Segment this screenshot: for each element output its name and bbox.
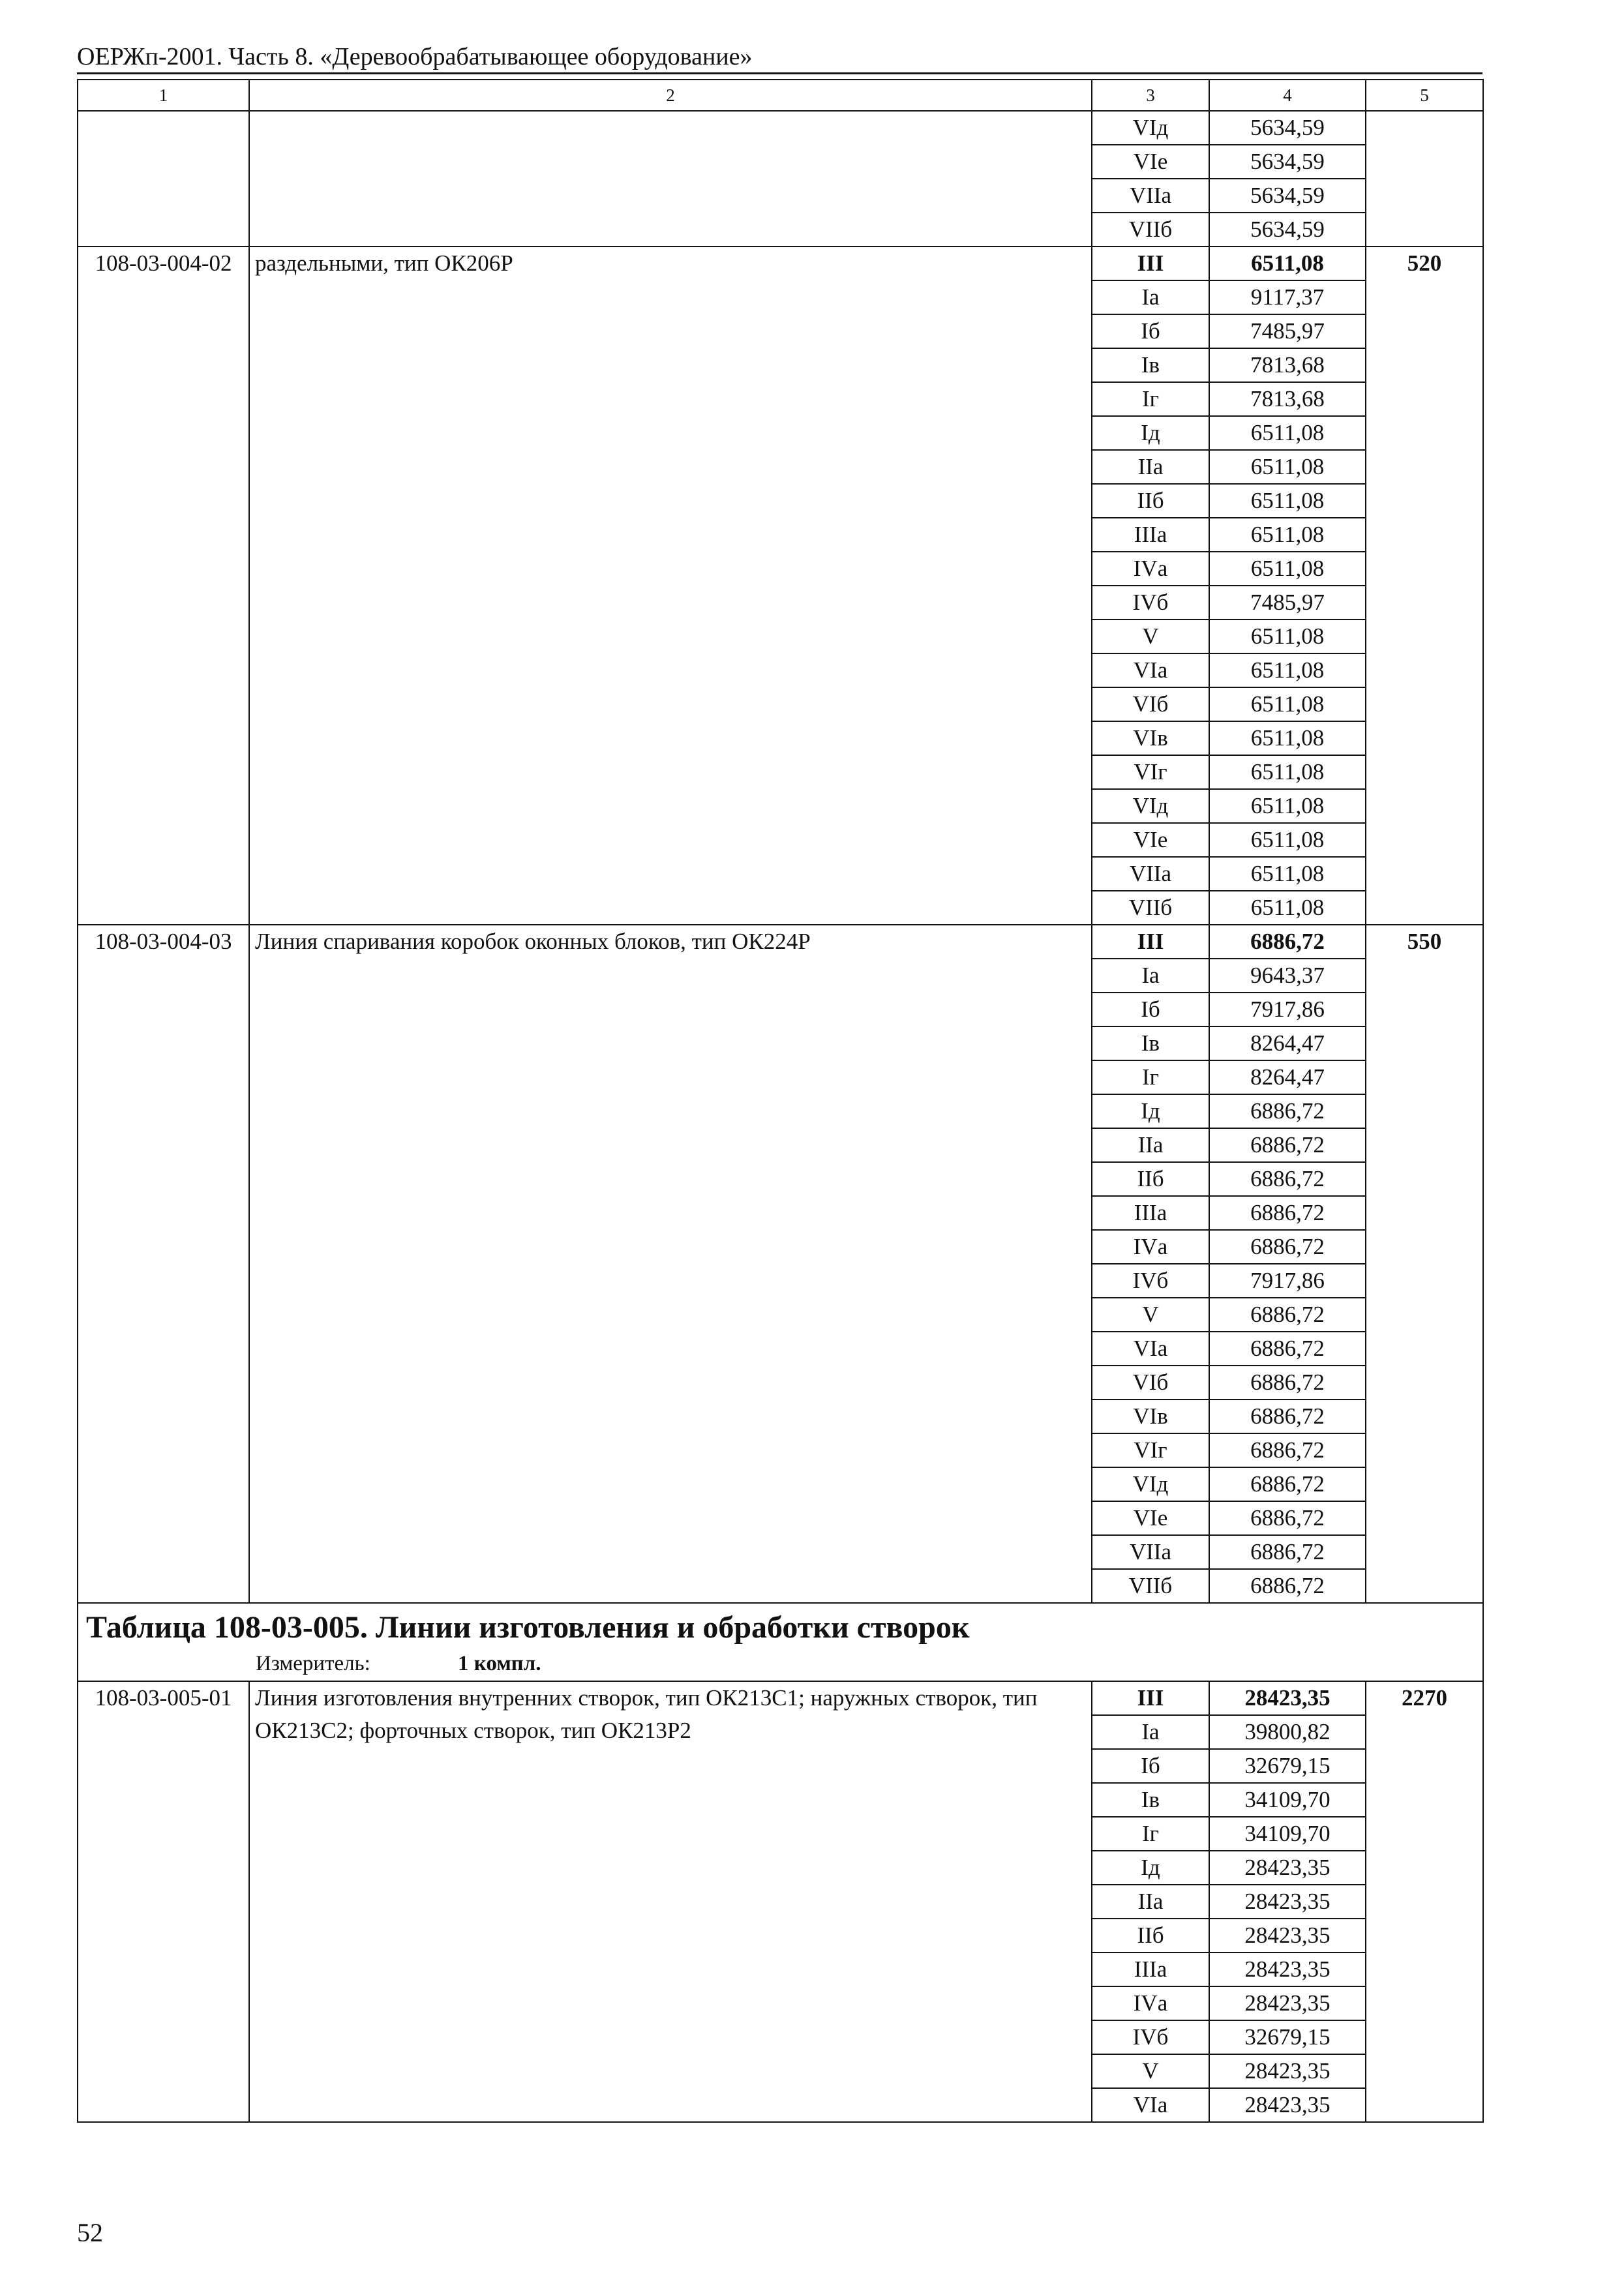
price-cell: 6886,72 xyxy=(1209,1569,1366,1603)
zone-cell: VIд xyxy=(1092,111,1209,145)
zone-cell: IIIа xyxy=(1092,1196,1209,1230)
zone-cell: VIе xyxy=(1092,145,1209,179)
rates-table xyxy=(77,79,1484,2123)
zone-cell: Iа xyxy=(1092,280,1209,314)
header-rule xyxy=(77,72,1482,74)
item-code: 108-03-004-03 xyxy=(78,925,249,1603)
zone-cell: IIб xyxy=(1092,1162,1209,1196)
zone-cell: VIIб xyxy=(1092,1569,1209,1603)
price-cell: 6886,72 xyxy=(1209,1332,1366,1366)
page-number: 52 xyxy=(77,2218,103,2247)
zone-cell: IIIа xyxy=(1092,518,1209,552)
price-cell: 6886,72 xyxy=(1209,1501,1366,1535)
zone-cell: Iб xyxy=(1092,314,1209,348)
price-cell: 28423,35 xyxy=(1209,1952,1366,1986)
weight-cell xyxy=(1366,111,1483,247)
zone-cell: VIв xyxy=(1092,721,1209,755)
zone-cell: IIб xyxy=(1092,1919,1209,1952)
name-cell xyxy=(249,111,1092,247)
base-zone-cell: III xyxy=(1092,925,1209,959)
price-cell: 9643,37 xyxy=(1209,959,1366,993)
price-cell: 6886,72 xyxy=(1209,1433,1366,1467)
price-cell: 8264,47 xyxy=(1209,1060,1366,1094)
price-cell: 28423,35 xyxy=(1209,2088,1366,2122)
price-cell: 6511,08 xyxy=(1209,857,1366,891)
zone-cell: VIIб xyxy=(1092,891,1209,925)
zone-cell: VIд xyxy=(1092,789,1209,823)
price-cell: 32679,15 xyxy=(1209,1749,1366,1783)
price-cell: 6511,08 xyxy=(1209,687,1366,721)
price-cell: 6511,08 xyxy=(1209,552,1366,586)
column-number-row xyxy=(78,80,1483,111)
zone-cell: Iа xyxy=(1092,1715,1209,1749)
item-code: 108-03-005-01 xyxy=(78,1681,249,2122)
section-header-row xyxy=(78,1603,1483,1681)
item-row xyxy=(78,247,1483,280)
zone-row xyxy=(78,111,1483,145)
price-cell: 6886,72 xyxy=(1209,1467,1366,1501)
price-cell: 7917,86 xyxy=(1209,1264,1366,1298)
zone-cell: Iд xyxy=(1092,416,1209,450)
zone-cell: VIг xyxy=(1092,1433,1209,1467)
price-cell: 5634,59 xyxy=(1209,145,1366,179)
price-cell: 6511,08 xyxy=(1209,484,1366,518)
price-cell: 6511,08 xyxy=(1209,450,1366,484)
zone-cell: IIа xyxy=(1092,1128,1209,1162)
price-cell: 6511,08 xyxy=(1209,721,1366,755)
price-cell: 28423,35 xyxy=(1209,1919,1366,1952)
column-number: 2 xyxy=(249,80,1092,111)
zone-cell: IIа xyxy=(1092,450,1209,484)
price-cell: 28423,35 xyxy=(1209,1986,1366,2020)
zone-cell: Iб xyxy=(1092,1749,1209,1783)
zone-cell: IVб xyxy=(1092,2020,1209,2054)
price-cell: 34109,70 xyxy=(1209,1783,1366,1817)
price-cell: 6886,72 xyxy=(1209,1230,1366,1264)
item-weight: 520 xyxy=(1366,247,1483,925)
zone-cell: Iг xyxy=(1092,1060,1209,1094)
zone-cell: VIг xyxy=(1092,755,1209,789)
rates-table-body xyxy=(78,80,1483,2122)
zone-cell: Iа xyxy=(1092,959,1209,993)
item-weight: 2270 xyxy=(1366,1681,1483,2122)
column-number: 4 xyxy=(1209,80,1366,111)
price-cell: 28423,35 xyxy=(1209,2054,1366,2088)
zone-cell: VIIа xyxy=(1092,1535,1209,1569)
item-row xyxy=(78,1681,1483,1715)
zone-cell: VIа xyxy=(1092,2088,1209,2122)
price-cell: 6886,72 xyxy=(1209,1196,1366,1230)
price-cell: 28423,35 xyxy=(1209,1885,1366,1919)
price-cell: 6886,72 xyxy=(1209,1399,1366,1433)
price-cell: 6511,08 xyxy=(1209,789,1366,823)
zone-cell: Iг xyxy=(1092,382,1209,416)
zone-cell: VIб xyxy=(1092,1366,1209,1399)
price-cell: 6886,72 xyxy=(1209,1366,1366,1399)
price-cell: 6886,72 xyxy=(1209,1535,1366,1569)
column-number: 5 xyxy=(1366,80,1483,111)
price-cell: 6511,08 xyxy=(1209,653,1366,687)
price-cell: 5634,59 xyxy=(1209,213,1366,247)
price-cell: 34109,70 xyxy=(1209,1817,1366,1851)
section-header-cell xyxy=(78,1603,1483,1681)
price-cell: 7917,86 xyxy=(1209,993,1366,1026)
price-cell: 6886,72 xyxy=(1209,1094,1366,1128)
price-cell: 6511,08 xyxy=(1209,823,1366,857)
zone-cell: Iв xyxy=(1092,1026,1209,1060)
base-price-cell: 6886,72 xyxy=(1209,925,1366,959)
price-cell: 7485,97 xyxy=(1209,586,1366,620)
zone-cell: VIе xyxy=(1092,1501,1209,1535)
zone-cell: IVа xyxy=(1092,1230,1209,1264)
price-cell: 32679,15 xyxy=(1209,2020,1366,2054)
price-cell: 9117,37 xyxy=(1209,280,1366,314)
zone-cell: IIIа xyxy=(1092,1952,1209,1986)
zone-cell: Iв xyxy=(1092,1783,1209,1817)
price-cell: 6511,08 xyxy=(1209,416,1366,450)
base-zone-cell: III xyxy=(1092,247,1209,280)
zone-cell: VIа xyxy=(1092,1332,1209,1366)
price-cell: 6511,08 xyxy=(1209,620,1366,653)
zone-cell: IIа xyxy=(1092,1885,1209,1919)
price-cell: 28423,35 xyxy=(1209,1851,1366,1885)
zone-cell: VIв xyxy=(1092,1399,1209,1433)
zone-cell: Iг xyxy=(1092,1817,1209,1851)
code-cell xyxy=(78,111,249,247)
measure-label: Измеритель: xyxy=(256,1652,370,1675)
zone-cell: Iб xyxy=(1092,993,1209,1026)
price-cell: 7813,68 xyxy=(1209,348,1366,382)
price-cell: 6511,08 xyxy=(1209,518,1366,552)
item-name: Линия изготовления внутренних створок, тип ОК213С1; наружных створок, тип ОК213С2; форточных створок, тип ОК213Р2 xyxy=(249,1681,1092,2122)
zone-cell: Iд xyxy=(1092,1094,1209,1128)
item-name: раздельными, тип ОК206Р xyxy=(249,247,1092,925)
column-number: 1 xyxy=(78,80,249,111)
item-row xyxy=(78,925,1483,959)
zone-cell: VIа xyxy=(1092,653,1209,687)
price-cell: 5634,59 xyxy=(1209,179,1366,213)
price-cell: 6886,72 xyxy=(1209,1298,1366,1332)
price-cell: 6886,72 xyxy=(1209,1128,1366,1162)
zone-cell: V xyxy=(1092,1298,1209,1332)
zone-cell: IVб xyxy=(1092,1264,1209,1298)
base-zone-cell: III xyxy=(1092,1681,1209,1715)
price-cell: 39800,82 xyxy=(1209,1715,1366,1749)
zone-cell: IVа xyxy=(1092,1986,1209,2020)
item-weight: 550 xyxy=(1366,925,1483,1603)
zone-cell: Iв xyxy=(1092,348,1209,382)
price-cell: 8264,47 xyxy=(1209,1026,1366,1060)
zone-cell: IVа xyxy=(1092,552,1209,586)
zone-cell: V xyxy=(1092,2054,1209,2088)
zone-cell: IVб xyxy=(1092,586,1209,620)
column-number: 3 xyxy=(1092,80,1209,111)
price-cell: 6886,72 xyxy=(1209,1162,1366,1196)
price-cell: 7485,97 xyxy=(1209,314,1366,348)
zone-cell: VIд xyxy=(1092,1467,1209,1501)
item-name: Линия спаривания коробок оконных блоков, тип ОК224Р xyxy=(249,925,1092,1603)
section-title: Таблица 108-03-005. Линии изготовления и обработки створок xyxy=(86,1610,970,1645)
zone-cell: Iд xyxy=(1092,1851,1209,1885)
price-cell: 6511,08 xyxy=(1209,755,1366,789)
base-price-cell: 6511,08 xyxy=(1209,247,1366,280)
measure-value: 1 компл. xyxy=(458,1652,541,1675)
price-cell: 6511,08 xyxy=(1209,891,1366,925)
zone-cell: IIб xyxy=(1092,484,1209,518)
zone-cell: V xyxy=(1092,620,1209,653)
base-price-cell: 28423,35 xyxy=(1209,1681,1366,1715)
zone-cell: VIб xyxy=(1092,687,1209,721)
item-code: 108-03-004-02 xyxy=(78,247,249,925)
price-cell: 5634,59 xyxy=(1209,111,1366,145)
price-cell: 7813,68 xyxy=(1209,382,1366,416)
zone-cell: VIIа xyxy=(1092,857,1209,891)
section-measure xyxy=(86,1649,1482,1678)
zone-cell: VIIб xyxy=(1092,213,1209,247)
page-header: ОЕРЖп-2001. Часть 8. «Деревообрабатывающее оборудование» xyxy=(77,43,753,70)
zone-cell: VIIа xyxy=(1092,179,1209,213)
zone-cell: VIе xyxy=(1092,823,1209,857)
